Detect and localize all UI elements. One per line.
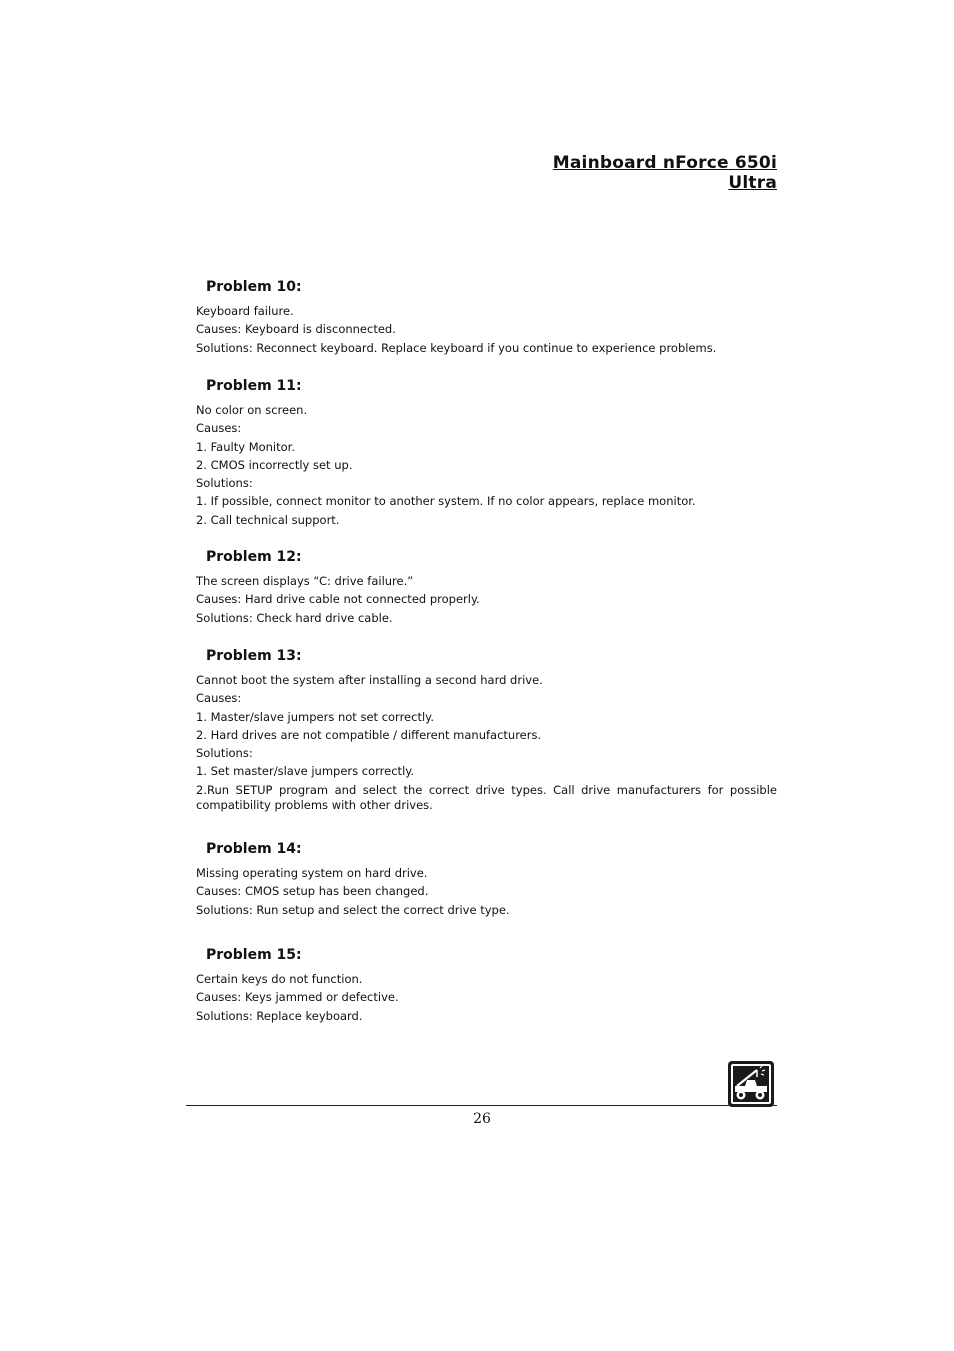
problem-line: Solutions: Reconnect keyboard. Replace keyboard if you continue to experience problems.: [196, 340, 717, 355]
problem-line: Causes: Keys jammed or defective.: [196, 990, 399, 1005]
problem-line: Solutions: Replace keyboard.: [196, 1008, 363, 1023]
page-header-title: Mainboard nForce 650i Ultra: [552, 153, 777, 193]
problem-line: Causes: Keyboard is disconnected.: [196, 322, 396, 337]
problem-line: 1. Faulty Monitor.: [196, 439, 296, 454]
problem-line: Cannot boot the system after installing a second hard drive.: [196, 673, 543, 687]
problem-line: Causes: CMOS setup has been changed.: [196, 884, 429, 899]
problem-section: [196, 648, 777, 813]
problem-title: Problem 14:: [206, 841, 302, 857]
problem-line: Solutions: Run setup and select the correct drive type.: [196, 902, 510, 917]
problem-section: [196, 841, 777, 919]
problem-line: Missing operating system on hard drive.: [196, 866, 428, 880]
problem-title: Problem 11:: [206, 378, 302, 394]
problem-line: Keyboard failure.: [196, 304, 294, 318]
problem-section: [196, 947, 777, 1025]
page-number: 26: [473, 1111, 491, 1127]
problem-section: [196, 378, 777, 529]
problem-line: Causes: Hard drive cable not connected properly.: [196, 592, 480, 607]
problem-line: Solutions: Check hard drive cable.: [196, 610, 393, 625]
problem-line: 1. Master/slave jumpers not set correctly.: [196, 709, 434, 724]
problem-line: Certain keys do not function.: [196, 972, 363, 986]
problem-title: Problem 10:: [206, 279, 302, 295]
problem-title: Problem 15:: [206, 947, 302, 963]
problem-line: 1. If possible, connect monitor to another system. If no color appears, replace monitor.: [196, 494, 696, 509]
problem-line: Solutions:: [196, 476, 253, 491]
problem-line: Causes:: [196, 691, 242, 706]
problem-line: 1. Set master/slave jumpers correctly.: [196, 764, 415, 779]
problem-line: 2. Call technical support.: [196, 512, 340, 527]
tow-truck-icon: [727, 1060, 775, 1108]
problem-line: 2. Hard drives are not compatible / different manufacturers.: [196, 727, 542, 742]
problem-line: No color on screen.: [196, 403, 308, 417]
problem-line: Solutions:: [196, 746, 253, 761]
problem-line: 2. CMOS incorrectly set up.: [196, 457, 353, 472]
problem-section: [196, 549, 777, 627]
problem-line: Causes:: [196, 421, 242, 436]
problem-line: The screen displays “C: drive failure.”: [196, 574, 414, 588]
problem-title: Problem 12:: [206, 549, 302, 565]
problem-line: 2.Run SETUP program and select the correct drive types. Call drive manufacturers for possible compatibility problems with other drives.: [196, 782, 777, 812]
problem-title: Problem 13:: [206, 648, 302, 664]
footer-divider: [186, 1105, 777, 1106]
problem-section: [196, 279, 777, 357]
